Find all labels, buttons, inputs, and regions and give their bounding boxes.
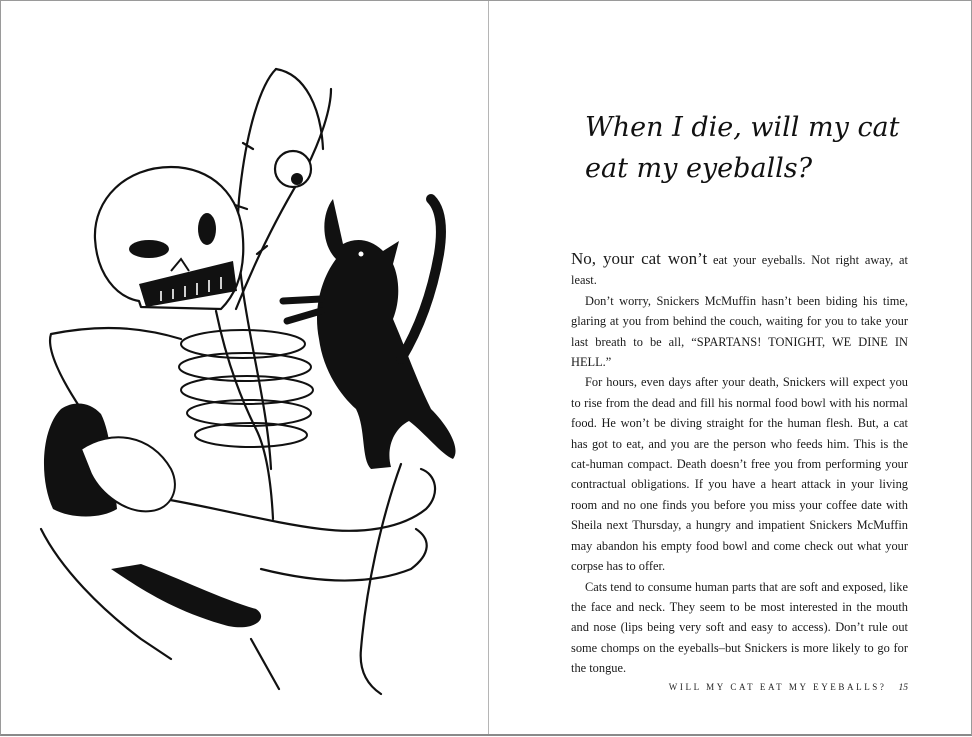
chapter-title-line-1: When I die, will my cat <box>585 112 900 143</box>
skull-eye-left <box>129 240 169 258</box>
right-page <box>489 1 971 734</box>
page-number: 15 <box>898 683 908 693</box>
paragraph-4: Cats tend to consume human parts that are soft and exposed, like the face and neck. They seem to be most interested in the mouth and nose (lips being very soft and easy to access). Don’t rule out some chomps on the eyeballs–but Snickers is more likely to go for the tongue. <box>571 579 908 676</box>
paragraph-3: For hours, even days after your death, Snickers will expect you to rise from the dead and fill his normal food bowl with his normal food. He won’t be diving straight for the human flesh. But, a cat has got to eat, and you are the person who feeds him. This is the cat-human compact. Death doesn’t free you from performing your contractual obligations. If you have a heart attack in your living room and no one finds you before you miss your coffee date with Sheila next Thursday, a hungry and impatient Snickers McMuffin may abandon his empty food bowl and come check out what your corpse has to offer. <box>571 375 908 574</box>
cat-eye <box>359 252 364 257</box>
cat-paws <box>283 299 321 321</box>
plant-tendril <box>276 69 323 149</box>
ribcage <box>179 330 313 447</box>
body-text <box>571 249 908 679</box>
skull-eye-right <box>198 213 216 245</box>
cat-tail <box>401 199 441 359</box>
chapter-title-line-2: eat my eyeballs? <box>585 153 813 184</box>
paragraph-2: Don’t worry, Snickers McMuffin hasn’t been biding his time, glaring at you from behind the couch, waiting for you to take your last breath to be all, “SPARTANS! TONIGHT, WE DINE IN HELL.” <box>571 293 908 370</box>
skeleton-arm-reaching <box>236 89 331 309</box>
black-cat <box>317 199 456 469</box>
chapter-title <box>585 107 925 189</box>
eyeball-pupil <box>291 173 303 185</box>
woman-hair-lower <box>111 564 261 627</box>
plant-stem <box>238 69 276 469</box>
paragraph-1-text: eat your eyeballs. Not right away, at least. <box>571 253 908 288</box>
left-page <box>1 1 488 734</box>
skeleton-hand-lower <box>251 639 279 689</box>
paragraph-1 <box>571 249 908 291</box>
woman-legs <box>261 529 427 581</box>
running-head: WILL MY CAT EAT MY EYEBALLS? <box>668 682 887 692</box>
running-footer <box>571 682 908 693</box>
skeleton-cat-illustration <box>21 49 471 714</box>
lead-in: No, your cat won’t <box>571 249 708 268</box>
